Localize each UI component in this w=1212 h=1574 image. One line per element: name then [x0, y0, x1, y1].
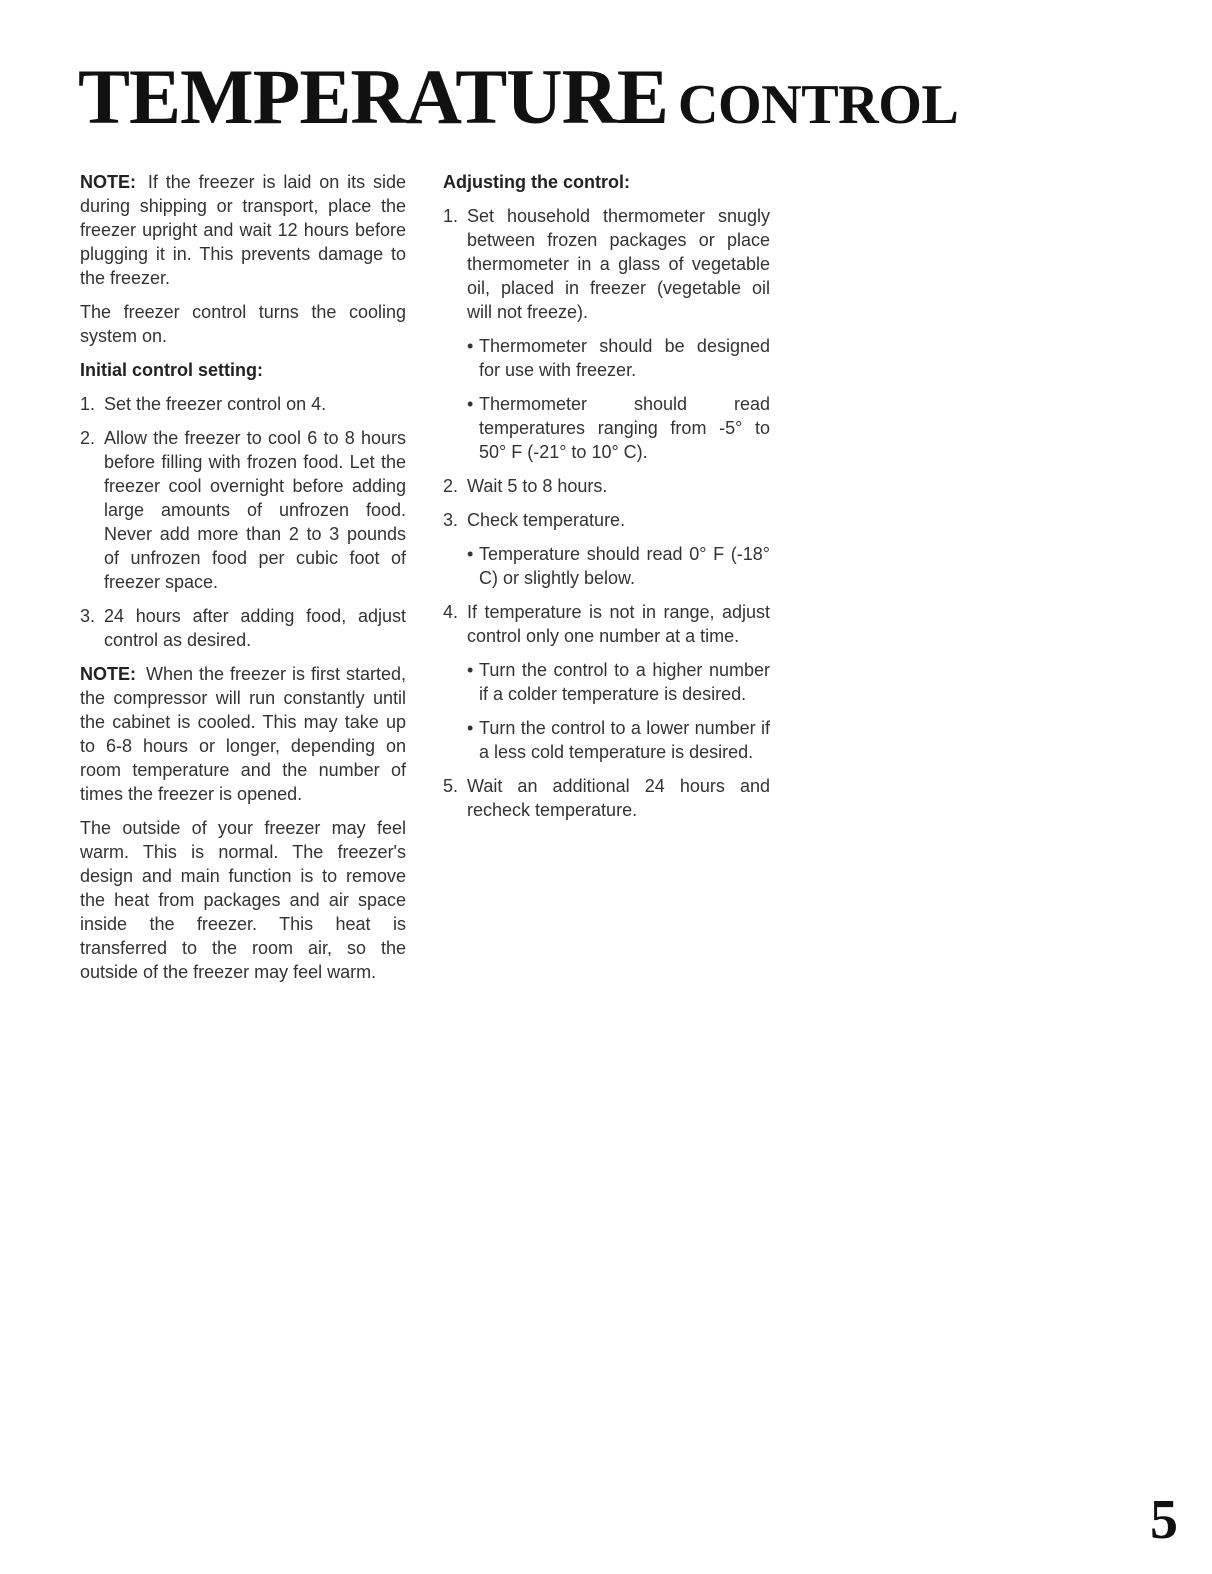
step-number: 3. [80, 606, 96, 626]
list-item [443, 508, 770, 532]
bullet-dot-icon: • [467, 336, 474, 356]
title-word-temperature: TEMPERATURE [78, 53, 668, 140]
bullet-text: Turn the control to a lower number if a less cold temperature is desired. [479, 718, 770, 762]
right-column [443, 170, 770, 832]
bullet-item [443, 716, 770, 764]
initial-setting-heading: Initial control setting: [80, 360, 263, 380]
step-text: Set household thermometer snugly between frozen packages or place thermometer in a glass of vegetable oil, placed in freezer (vegetable oil will not freeze). [467, 206, 770, 322]
bullet-text: Thermometer should be designed for use with freezer. [479, 336, 770, 380]
list-item [80, 392, 406, 416]
step-text: Check temperature. [467, 510, 626, 530]
bullet-text: Turn the control to a higher number if a colder temperature is desired. [479, 660, 770, 704]
intro-paragraph: The freezer control turns the cooling system on. [80, 302, 406, 346]
bullet-text: Temperature should read 0° F (-18° C) or slightly below. [479, 544, 770, 588]
step-number: 2. [443, 476, 459, 496]
adjusting-steps-list-cont-3 [443, 774, 770, 822]
bullet-item [443, 334, 770, 382]
note-label: NOTE: [80, 172, 136, 192]
initial-steps-list [80, 392, 406, 652]
note-text: When the freezer is first started, the compressor will run constantly until the cabinet is cooled. This may take up to 6-8 hours or longer, depending on room temperature and the number of times the freezer is opened. [80, 664, 406, 804]
bullet-text: Thermometer should read temperatures ranging from -5° to 50° F (-21° to 10° C). [479, 394, 770, 462]
step-number: 5. [443, 776, 459, 796]
bullet-item [443, 658, 770, 706]
list-item [80, 426, 406, 594]
step-text: Allow the freezer to cool 6 to 8 hours before filling with frozen food. Let the freezer cool overnight before adding large amounts of unfrozen food. Never add more than 2 to 3 pounds of unfrozen food per cubic foot of freezer space. [104, 428, 406, 592]
bullet-item [443, 392, 770, 464]
step-number: 1. [443, 206, 459, 226]
bullet-dot-icon: • [467, 660, 474, 680]
left-column [80, 170, 406, 994]
list-item [443, 474, 770, 498]
note-text: If the freezer is laid on its side during shipping or transport, place the freezer upright and wait 12 hours before plugging it in. This prevents damage to the freezer. [80, 172, 406, 288]
note-compressor [80, 662, 406, 806]
step-text: Set the freezer control on 4. [104, 394, 327, 414]
list-item [443, 600, 770, 648]
step-number: 3. [443, 510, 459, 530]
step-number: 2. [80, 428, 96, 448]
adjusting-heading: Adjusting the control: [443, 172, 630, 192]
note-shipping [80, 170, 406, 290]
title-word-control: CONTROL [677, 74, 959, 136]
bullet-item [443, 542, 770, 590]
note-label: NOTE: [80, 664, 136, 684]
bullet-dot-icon: • [467, 544, 474, 564]
page-number: 5 [1150, 1489, 1178, 1551]
step-text: Wait an additional 24 hours and recheck temperature. [467, 776, 770, 820]
step-number: 1. [80, 394, 96, 414]
list-item [443, 204, 770, 324]
bullet-dot-icon: • [467, 394, 474, 414]
step-number: 4. [443, 602, 459, 622]
step-text: If temperature is not in range, adjust control only one number at a time. [467, 602, 770, 646]
adjusting-steps-list-cont [443, 474, 770, 532]
step-text: 24 hours after adding food, adjust control as desired. [104, 606, 406, 650]
closing-paragraph: The outside of your freezer may feel warm. This is normal. The freezer's design and main function is to remove the heat from packages and air space inside the freezer. This heat is transferred to the room air, so the outside of the freezer may feel warm. [80, 818, 406, 982]
list-item [80, 604, 406, 652]
adjusting-steps-list [443, 204, 770, 324]
adjusting-steps-list-cont-2 [443, 600, 770, 648]
page-title [78, 53, 959, 140]
list-item [443, 774, 770, 822]
bullet-dot-icon: • [467, 718, 474, 738]
step-text: Wait 5 to 8 hours. [467, 476, 608, 496]
